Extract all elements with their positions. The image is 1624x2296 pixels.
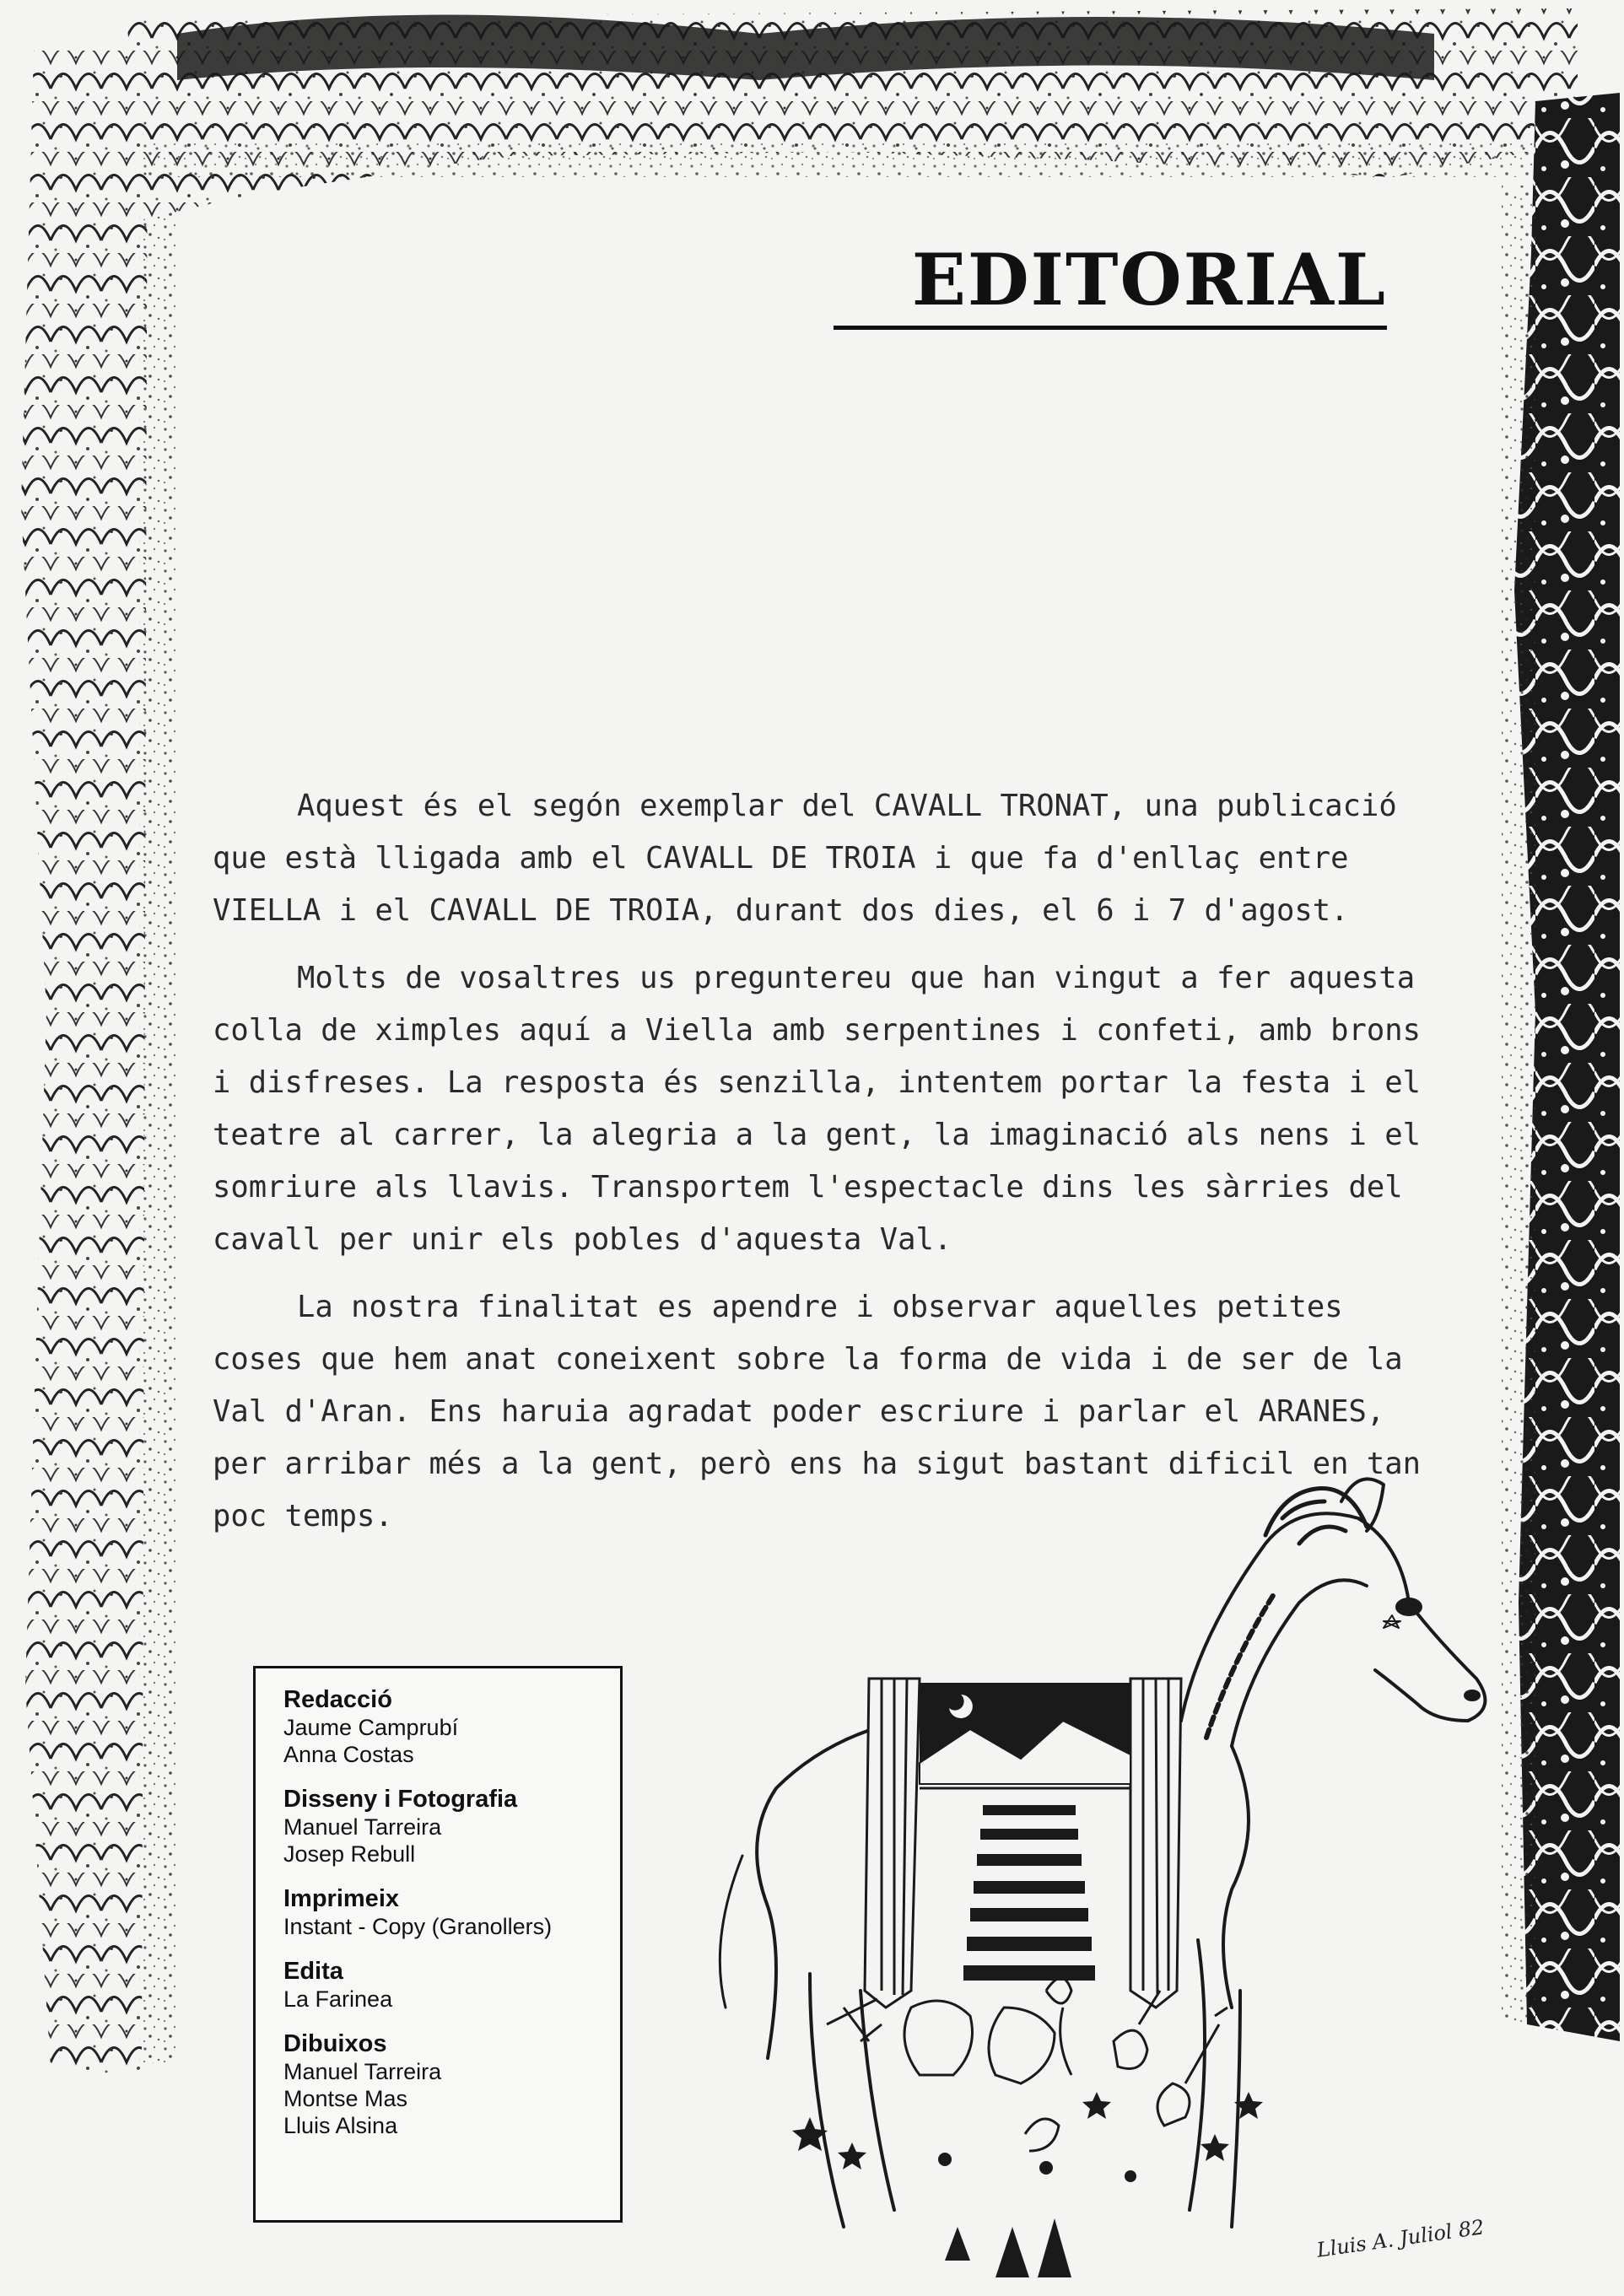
night-scene <box>920 1683 1130 1788</box>
editorial-body <box>213 780 1427 1558</box>
paragraph: Molts de vosaltres us preguntereu que han vingut a fer aquesta colla de ximples aquí a Viella amb serpentines i confeti, amb brons i disfreses. La resposta és senzilla, intentem portar la festa i el teatre al carrer, la alegria a la gent, la imaginació als nens i el somriure als llavis. Transportem l'espectacle dins les sàrries del cavall per unir els pobles d'aquesta Val. <box>213 961 1421 1257</box>
horse-head-outline <box>1181 1513 1485 1721</box>
dancers <box>945 2218 1071 2277</box>
credit-name: Manuel Tarreira <box>283 2059 442 2084</box>
horse-illustration <box>692 1468 1502 2296</box>
credit-name: Instant - Copy (Granollers) <box>283 1914 553 1939</box>
credit-imprimeix <box>283 1884 620 1940</box>
credits-box <box>253 1666 623 2223</box>
credit-role: Imprimeix <box>283 1885 399 1912</box>
credit-name: Anna Costas <box>283 1742 414 1767</box>
credit-name: Jaume Camprubí <box>283 1715 459 1740</box>
credit-role: Edita <box>283 1958 343 1985</box>
credit-edita <box>283 1957 620 2013</box>
credit-name: La Farinea <box>283 1986 393 2012</box>
credit-name: Montse Mas <box>283 2086 408 2111</box>
credit-role: Dibuixos <box>283 2030 387 2057</box>
credit-redaccio <box>283 1685 620 1768</box>
credit-name: Lluis Alsina <box>283 2113 398 2138</box>
credit-role: Disseny i Fotografia <box>283 1786 518 1813</box>
paragraph: La nostra finalitat es apendre i observar aquelles petites coses que hem anat coneixent sobre la forma de vida i de ser de la Val d'Aran. Ens haruia agradat poder escriure i parlar el ARANES, per arribar més a la gent, però ens ha sigut bastant dificil en tan poc temps. <box>213 1290 1421 1533</box>
page-title: EDITORIAL <box>911 238 1387 321</box>
stage-stairs <box>963 1805 1095 1981</box>
credit-role: Redacció <box>283 1686 392 1713</box>
credit-name: Josep Rebull <box>283 1841 416 1867</box>
credit-dibuixos <box>283 2029 620 2139</box>
credit-name: Manuel Tarreira <box>283 1814 442 1840</box>
title-underline <box>834 326 1387 330</box>
credit-disseny <box>283 1785 620 1868</box>
artist-signature: Lluis A. Juliol 82 <box>1315 2215 1486 2262</box>
stars <box>792 2092 1263 2182</box>
paragraph: Aquest és el segón exemplar del CAVALL TRONAT, una publicació que està lligada amb el CAVALL DE TROIA i que fa d'enllaç entre VIELLA i el CAVALL DE TROIA, durant dos dies, el 6 i 7 d'agost. <box>213 789 1397 928</box>
